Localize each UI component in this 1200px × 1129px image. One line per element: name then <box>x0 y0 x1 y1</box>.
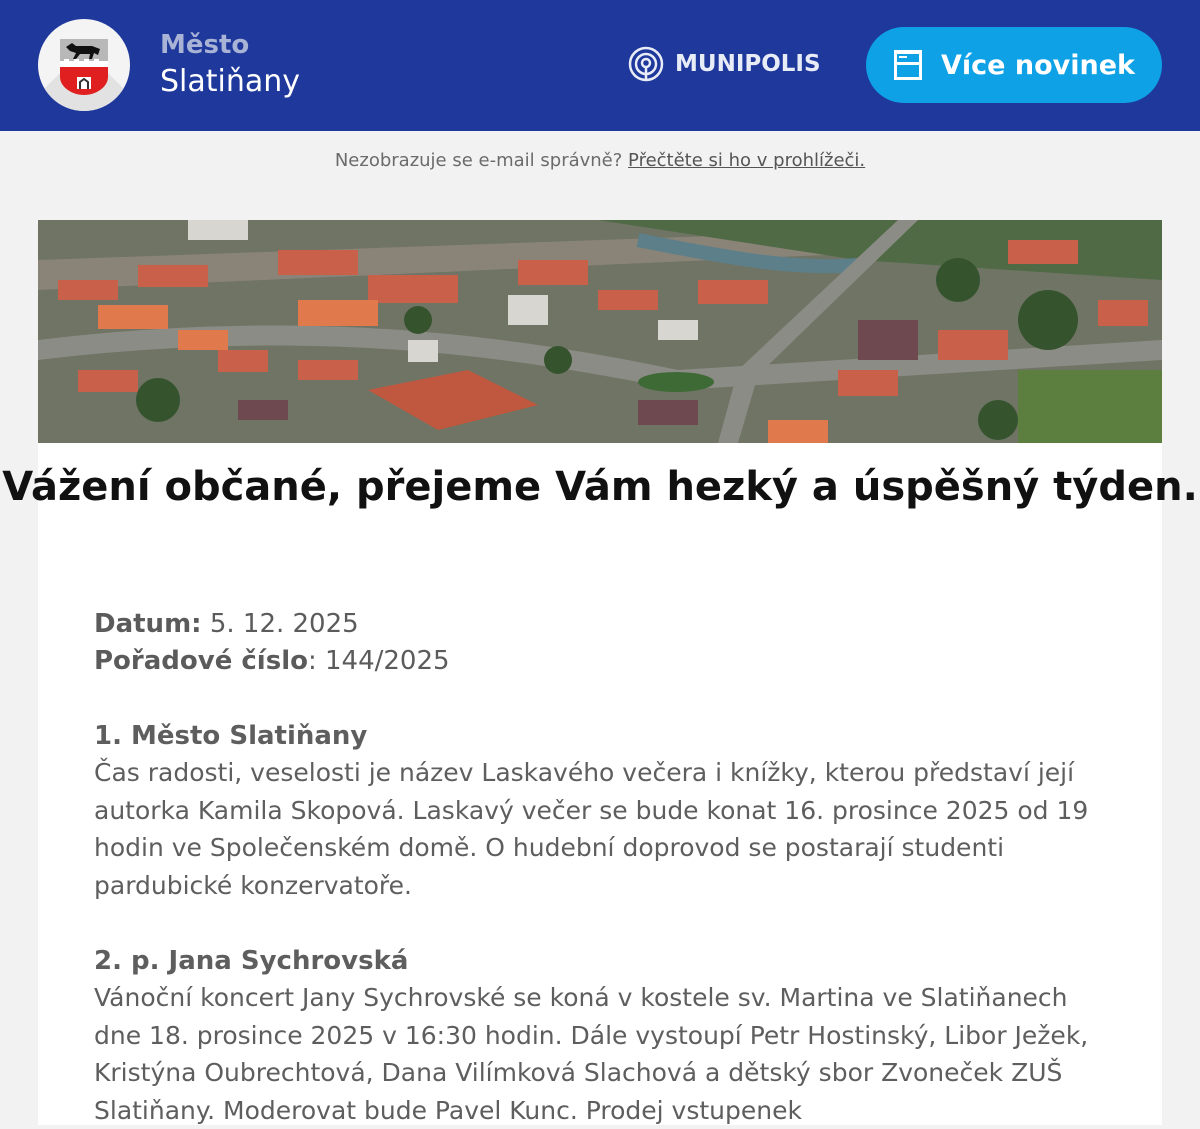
aerial-photo-illustration <box>38 220 1162 443</box>
news-item-body: Čas radosti, veselosti je název Laskavého večera i knížky, kterou představí její autorka Kamila Skopová. Laskavý večer se bude konat 16. prosince 2025 od 19 hodin ve Společenském domě. O hudební doprovod se postarají studenti pardubické konzervatoře. <box>94 758 1089 900</box>
brand-name: Slatiňany <box>160 64 301 99</box>
issue-number-value: : 144/2025 <box>307 646 450 676</box>
news-item-body: Vánoční koncert Jany Sychrovské se koná v kostele sv. Martina ve Slatiňanech dne 18. prosince 2025 v 16:30 hodin. Dále vystoupí Petr Hostinský, Libor Ježek, Kristýna Oubrechtová, Dana Vilímková Slachová a dětský sbor Zvoneček ZUŠ Slatiňany. Moderovat bude Pavel Kunc. Prodej vstupenek <box>94 983 1089 1125</box>
newsletter-meta <box>94 606 450 680</box>
issue-number-label: Pořadové číslo <box>94 646 308 676</box>
date-value: 5. 12. 2025 <box>201 609 359 639</box>
newsletter-title: Vážení občané, přejeme Vám hezký a úspěšný týden. <box>2 464 1198 510</box>
coat-of-arms-icon <box>58 37 110 97</box>
munipolis-logo[interactable] <box>627 45 821 83</box>
notice-text: Nezobrazuje se e-mail správně? <box>334 150 629 171</box>
view-in-browser-notice <box>0 150 1200 171</box>
news-item <box>94 943 1114 1129</box>
news-item <box>94 718 1114 904</box>
news-item-heading: 1. Město Slatiňany <box>94 721 368 751</box>
more-news-label: Více novinek <box>941 49 1135 81</box>
news-item-heading: 2. p. Jana Sychrovská <box>94 946 409 976</box>
date-label: Datum: <box>94 609 202 639</box>
issue-number-row <box>94 643 450 680</box>
date-row <box>94 606 450 643</box>
newspaper-icon <box>893 49 923 81</box>
city-logo[interactable] <box>38 19 130 111</box>
hero-image <box>38 220 1162 443</box>
brand-top: Město <box>160 30 250 60</box>
munipolis-label: MUNIPOLIS <box>675 51 821 77</box>
view-in-browser-link[interactable]: Přečtěte si ho v prohlížeči. <box>628 150 866 171</box>
header <box>0 0 1200 131</box>
more-news-button[interactable] <box>866 27 1162 103</box>
broadcast-icon <box>627 45 665 83</box>
